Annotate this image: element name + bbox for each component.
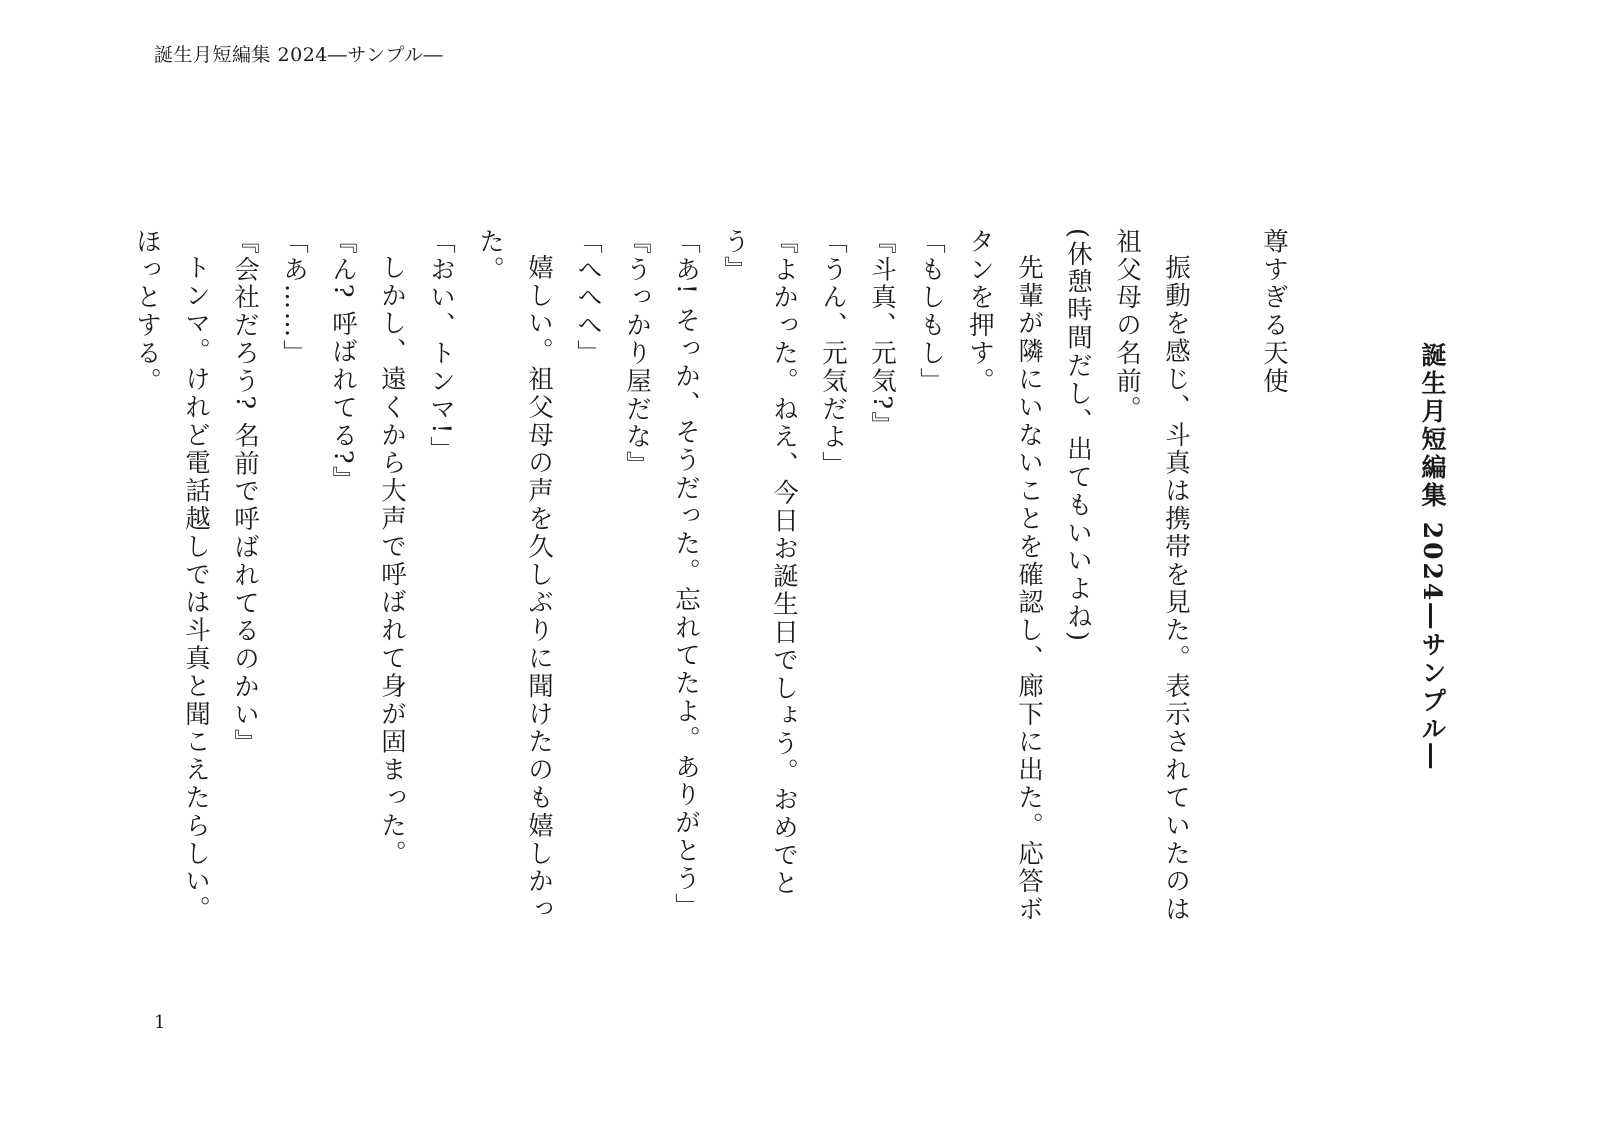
running-header: 誕生月短編集 2024―サンプル―	[154, 44, 444, 66]
story-title: 尊すぎる天使	[1259, 228, 1289, 396]
story-paragraphs	[122, 228, 1200, 928]
story-paragraph: 『よかった。ねえ、今日お誕生日でしょう。おめでとう』	[720, 228, 799, 898]
book-title: 誕生月短編集 2024―サンプル―	[1418, 342, 1447, 772]
story-paragraph: 『斗真、元気?』	[867, 228, 897, 440]
story-paragraph: 嬉しい。祖父母の声を久しぶりに聞けたのも嬉しかった。	[475, 228, 554, 924]
story-paragraph: 先輩が隣にいないことを確認し、廊下に出た。応答ボタンを押す。	[965, 228, 1044, 924]
story-paragraph: 「あ! そっか、そうだった。忘れてたよ。ありがとう」	[671, 228, 701, 921]
story-paragraph: 「あ……」	[279, 228, 309, 368]
story-paragraph: しかし、遠くから大声で呼ばれて身が固まった。	[377, 253, 407, 868]
story-paragraph: 「もしもし」	[916, 228, 946, 396]
story-paragraph: 『ん? 呼ばれてる?』	[328, 228, 358, 494]
page-number: 1	[154, 1012, 166, 1033]
story-paragraph: 「おい、トンマ!」	[426, 228, 456, 464]
story-paragraph: (休憩時間だし、出てもいいよね)	[1063, 228, 1093, 644]
story-paragraph: 振動を感じ、斗真は携帯を見た。表示されていたのは祖父母の名前。	[1112, 228, 1191, 924]
story-paragraph: 『会社だろう? 名前で呼ばれてるのかい』	[230, 228, 260, 757]
story-body	[122, 228, 1298, 928]
blank-line	[1200, 228, 1249, 928]
story-paragraph: トンマ。けれど電話越しでは斗真と聞こえたらしい。	[181, 253, 211, 924]
story-paragraph: 「うん、元気だよ」	[818, 228, 848, 480]
story-paragraph: 『うっかり屋だな』	[622, 228, 652, 480]
story-paragraph: ほっとする。	[132, 228, 162, 396]
story-paragraph: 「へへへ」	[573, 228, 603, 368]
